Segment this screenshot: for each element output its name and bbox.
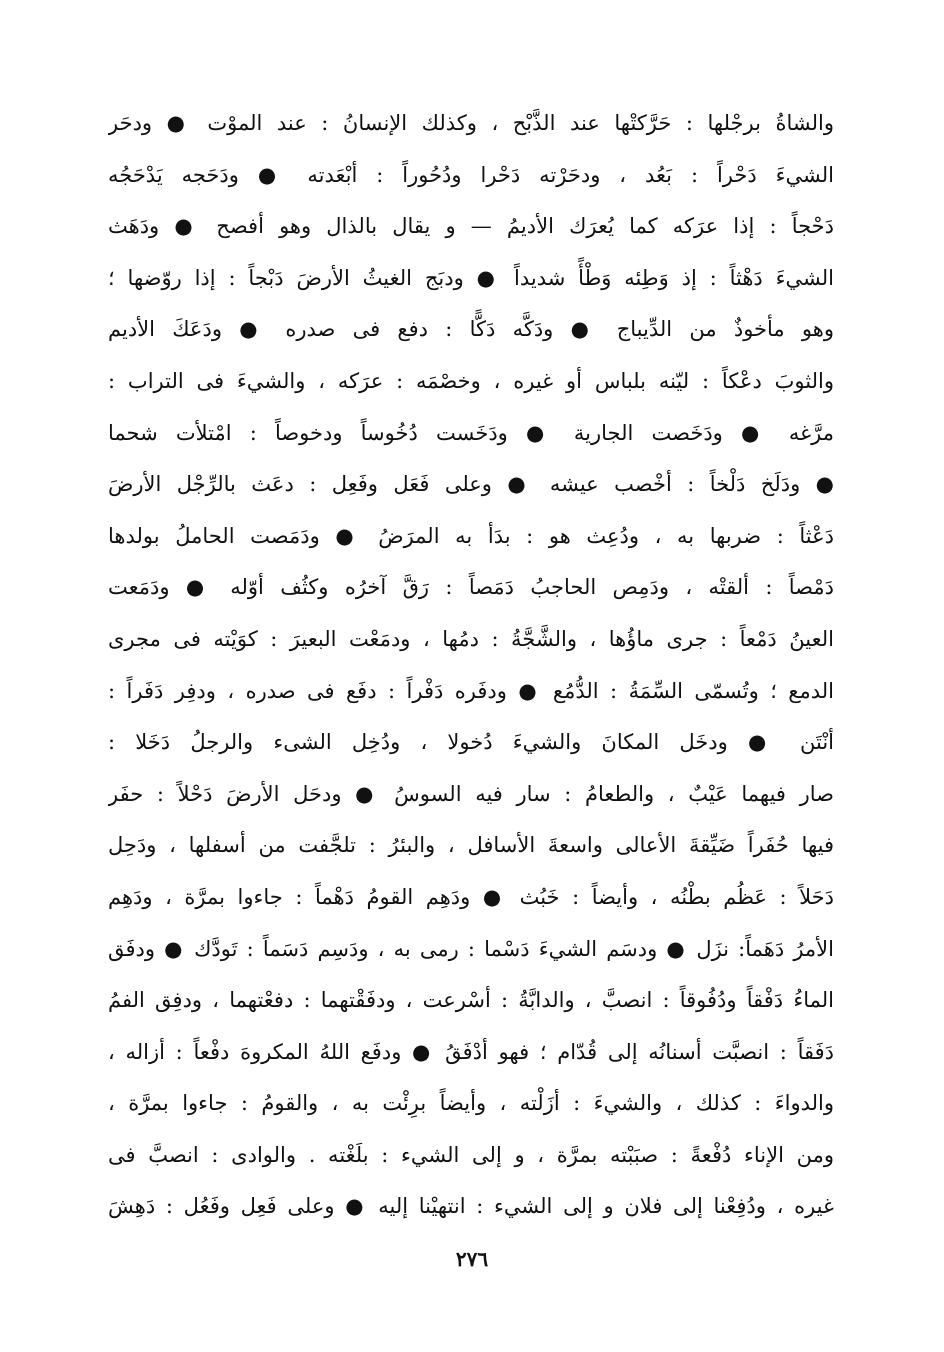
text-line: دَعْثاً : ضربها به ، ودُعِث هو : بدَأ به المرَضُ ● ودَمَصت الحاملُ بولدها [108,523,834,548]
text-line: دَفَقاً : انصبَّت أسنانُه إلى قُدّام ؛ فهو أدْفَقُ ● ودفَع اللهُ المكروهَ دفْعاً : أزاله ، [108,1039,834,1064]
text-line: دَحْجاً : إذا عرَكه كما يُعرَك الأديمُ — و يقال بالذال وهو أفصح ● ودَهَث [108,214,834,239]
text-line: الشيءَ دَهْثاً : إذ وَطِئه وَطْأً شديداً ● ودبَج الغيثُ الأرضَ دَبْجاً : إذا روّضها ؛ [108,265,834,290]
text-line: الشيءَ دَحْراً : بَعُد ، ودحَرْته دَحْرا ودُحُوراً : أبْعَدته ● ودَحَجه يَدْحَجُه [108,162,834,187]
page-number: ٢٧٦ [455,1247,489,1271]
text-line: الدمع ؛ وتُسمّى السِّمَةُ : الدُّمُع ● ودفَره دَفْراً : دفَع فى صدره ، ودفِر دَفَراً : [108,678,834,703]
text-line: فيها حُفَراً ضَيِّقةَ الأعالى واسعةَ الأسافل ، والبئرُ : تلجَّفت من أسفلها ، ودَحِل [108,833,834,858]
text-line: مرَّغه ● ودَخَصت الجارية ● ودَخَست دُخُوساً ودخوصاً : امْتلأت شحما [108,420,834,445]
text-line: دَحَلاً : عَظُم بطْنُه ، وأيضاً : خَبُث ● ودَهِم القومُ دَهْماً : جاءوا بمرَّة ، ودَهِم [108,884,834,909]
text-line: أنْتَن ● ودخَل المكانَ والشيءَ دُخولا ، ودُخِل الشىء والرجلُ دَخَلا : [108,730,834,755]
text-line: دَمْصاً : ألقتْه ، ودَمِص الحاجبُ دَمَصاً : رَقَّ آخرُه وكثُف أوّله ● ودَمَعت [108,575,834,600]
text-line: الماءُ دَفْقاً ودُفُوقاً : انصبَّ ، والدابَّةُ : أسْرعت ، ودفَقْتهما : دفعْتهما ، ودفِق الفمُ [108,988,834,1013]
text-line: الأمرُ دَهَماً: نزَل ● ودسَم الشيءَ دَسْما : رمى به ، ودَسِم دَسَماً : تَودَّك ● ودفَق [108,936,834,961]
text-line: والدواءَ : كذلك ، والشيءَ : أزَلْته ، وأيضاً برِئْت به ، والقومُ : جاءوا بمرَّة ، [108,1091,834,1116]
text-line: والشاةُ برجْلها : حَرَّكتْها عند الذَّبْح ، وكذلك الإنسانُ : عند الموْت ● ودحَر [108,111,834,135]
text-line: صار فيهما عَيْبٌ ، والطعامُ : سار فيه السوسُ ● ودحَل الأرضَ دَحْلاً : حفَر [108,781,834,806]
text-line: والثوبَ دعْكاً : ليّنه بلباس أو غيره ، وخصْمَه : عرَكه ، والشيءَ فى التراب : [108,368,834,393]
text-line: وهو مأخوذٌ من الدِّيباج ● ودَكَّه دَكًّا : دفع فى صدره ● ودَعَكَ الأديم [108,317,834,342]
text-line: العينُ دَمْعاً : جرى ماؤُها ، والشَّجَّةُ : دمُها ، ودمَعْت البعيرَ : كوَيْته فى مجرى [108,626,834,651]
text-line: ● ودَلَخ دَلْخاً : أخْصب عيشه ● وعلى فَعَل وفَعِل : دعَث بالرِّجْل الأرضَ [108,472,834,497]
text-line: غيره ، ودُفِعْنا إلى فلان و إلى الشيء : انتهيْنا إليه ● وعلى فَعِل وفَعُل : دَهِشَ [108,1194,834,1219]
body-text [108,98,834,1233]
text-line: ومن الإناء دُفْعةً : صبَبْته بمرَّة ، و إلى الشيء : بلَغْته . والوادى : انصبَّ فى [108,1142,834,1167]
